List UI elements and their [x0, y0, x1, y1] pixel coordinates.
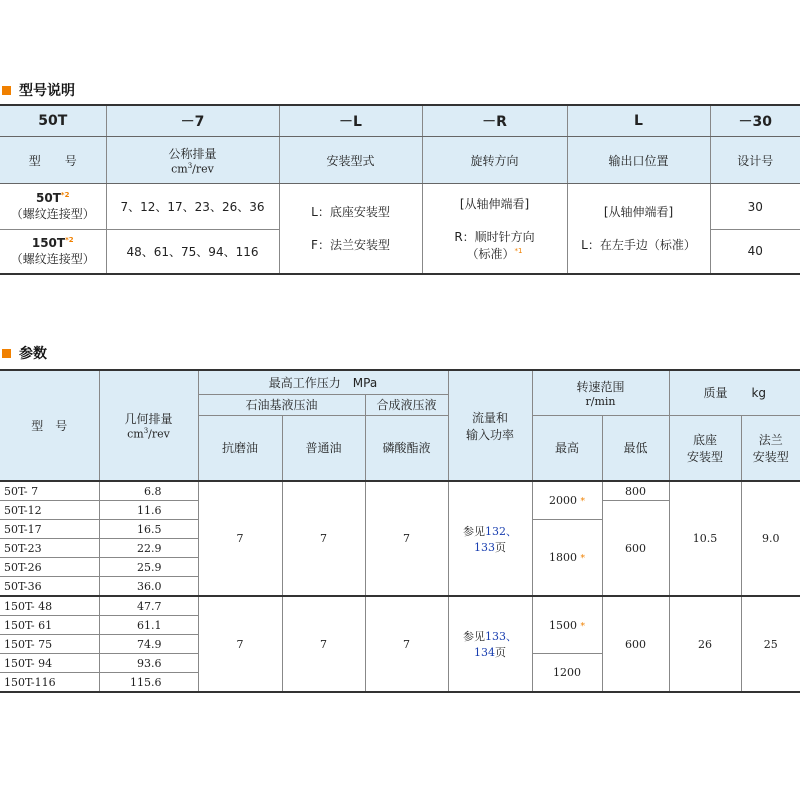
model-cell: 150T- 61 [0, 616, 99, 635]
model-cell: 50T-26 [0, 558, 99, 577]
model-cell: 50T-12 [0, 501, 99, 520]
displacement-cell: 48、61、75、94、116 [106, 230, 279, 274]
code-cell: －30 [710, 105, 800, 137]
model-cell: $50T^{*2}$ （螺纹连接型） [0, 184, 106, 230]
header-displacement: 公称排量 $cm^3$/rev [106, 137, 279, 184]
header-design: 设计号 [710, 137, 800, 184]
header-model: 型 号 [0, 370, 99, 481]
header-rotation: 旋转方向 [422, 137, 567, 184]
code-cell: L [567, 105, 710, 137]
table-row [0, 481, 800, 501]
header-ordinary: 普通油 [282, 415, 365, 481]
code-row [0, 105, 800, 137]
section-model-title: 型号说明 [2, 80, 75, 100]
table-row [0, 596, 800, 616]
phosphate-value: 7 [365, 481, 448, 596]
model-cell: 50T-36 [0, 577, 99, 597]
header-row [0, 370, 800, 394]
model-cell: 150T- 75 [0, 635, 99, 654]
displacement-cell: 25.9 [99, 558, 198, 577]
mass-base-value: 10.5 [669, 481, 741, 596]
code-cell: －R [422, 105, 567, 137]
displacement-cell: 16.5 [99, 520, 198, 539]
speed-max-value: 2000 * [532, 481, 602, 520]
displacement-cell: 115.6 [99, 673, 198, 693]
code-cell: －L [279, 105, 422, 137]
rotation-cell: [从轴伸端看] R：顺时针方向 （标准）$^{*1}$ [422, 184, 567, 274]
model-cell: 50T-23 [0, 539, 99, 558]
speed-min-value: 800 [602, 481, 669, 501]
outlet-cell: [从轴伸端看] L：在左手边（标准） [567, 184, 710, 274]
design-cell: 40 [710, 230, 800, 274]
header-mass-base: 底座 安装型 [669, 415, 741, 481]
speed-min-value: 600 [602, 501, 669, 597]
model-cell: 50T-17 [0, 520, 99, 539]
speed-max-value: 1500 * [532, 596, 602, 654]
header-max-pressure: 最高工作压力 MPa [198, 370, 448, 394]
displacement-cell: 22.9 [99, 539, 198, 558]
header-synthetic: 合成液压液 [365, 394, 448, 415]
section-params-title: 参数 [2, 343, 47, 363]
header-flow: 流量和 输入功率 [448, 370, 532, 481]
table-row [0, 184, 800, 230]
speed-max-value: 1200 [532, 654, 602, 693]
model-cell: 50T- 7 [0, 481, 99, 501]
header-outlet: 输出口位置 [567, 137, 710, 184]
header-row [0, 137, 800, 184]
phosphate-value: 7 [365, 596, 448, 692]
mount-cell: L：底座安装型 F：法兰安装型 [279, 184, 422, 274]
ordinary-value: 7 [282, 481, 365, 596]
model-cell: 150T- 94 [0, 654, 99, 673]
flow-reference: 参见132、 133页 [448, 481, 532, 596]
displacement-cell: 36.0 [99, 577, 198, 597]
orange-square-icon [2, 349, 11, 358]
antiwear-value: 7 [198, 481, 282, 596]
header-mass-flange: 法兰 安装型 [741, 415, 800, 481]
model-cell: 150T- 48 [0, 596, 99, 616]
speed-max-value: 1800 * [532, 520, 602, 597]
header-speed: 转速范围 r/min [532, 370, 669, 415]
header-speed-max: 最高 [532, 415, 602, 481]
code-cell: 50T [0, 105, 106, 137]
design-cell: 30 [710, 184, 800, 230]
header-speed-min: 最低 [602, 415, 669, 481]
displacement-cell: 61.1 [99, 616, 198, 635]
mass-base-value: 26 [669, 596, 741, 692]
mass-flange-value: 9.0 [741, 481, 800, 596]
header-antiwear: 抗磨油 [198, 415, 282, 481]
displacement-cell: 47.7 [99, 596, 198, 616]
speed-min-value: 600 [602, 596, 669, 692]
flow-reference: 参见133、 134页 [448, 596, 532, 692]
code-cell: －7 [106, 105, 279, 137]
displacement-cell: 74.9 [99, 635, 198, 654]
displacement-cell: 6.8 [99, 481, 198, 501]
model-cell: 150T-116 [0, 673, 99, 693]
mass-flange-value: 25 [741, 596, 800, 692]
model-cell: $150T^{*2}$ （螺纹连接型） [0, 230, 106, 274]
antiwear-value: 7 [198, 596, 282, 692]
header-displacement: 几何排量 $cm^3$/rev [99, 370, 198, 481]
displacement-cell: 7、12、17、23、26、36 [106, 184, 279, 230]
displacement-cell: 93.6 [99, 654, 198, 673]
header-mount: 安装型式 [279, 137, 422, 184]
orange-square-icon [2, 86, 11, 95]
header-phosphate: 磷酸酯液 [365, 415, 448, 481]
displacement-cell: 11.6 [99, 501, 198, 520]
header-mass: 质量 kg [669, 370, 800, 415]
header-petroleum: 石油基液压油 [198, 394, 365, 415]
ordinary-value: 7 [282, 596, 365, 692]
parameters-table [0, 369, 800, 693]
header-model: 型 号 [0, 137, 106, 184]
model-designation-table [0, 104, 800, 275]
